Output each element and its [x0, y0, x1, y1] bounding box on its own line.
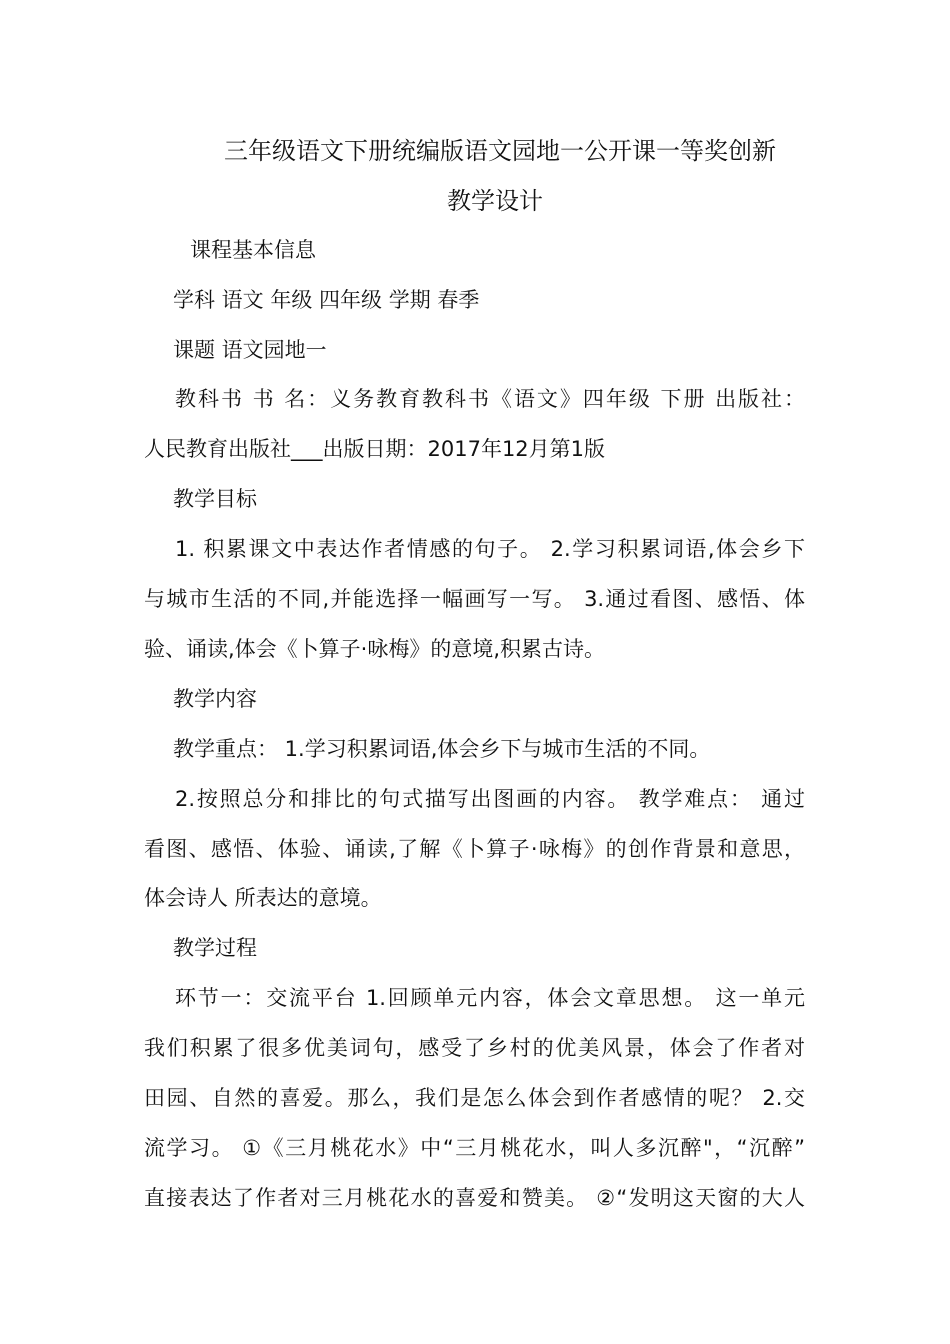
paragraph-line: 学科 语文 年级 四年级 学期 春季: [173, 288, 480, 312]
paragraph-line: 直接表达了作者对三月桃花水的喜爱和赞美。 ②“发明这天窗的大人: [144, 1186, 805, 1210]
paragraph-line: 环节一：交流平台 1.回顾单元内容，体会文章思想。 这一单元: [175, 986, 805, 1010]
section-heading-teaching-goals: 教学目标: [173, 487, 257, 511]
paragraph-line: 2.按照总分和排比的句式描写出图画的内容。 教学难点： 通过: [175, 787, 805, 811]
paragraph-line: 教科书 书 名：义务教育教科书《语文》四年级 下册 出版社：: [175, 387, 805, 411]
paragraph-line: 田园、自然的喜爱。那么，我们是怎么体会到作者感情的呢？ 2.交: [144, 1086, 805, 1110]
paragraph-line: 我们积累了很多优美词句，感受了乡村的优美风景，体会了作者对: [144, 1036, 805, 1060]
paragraph-line: 1. 积累课文中表达作者情感的句子。 2.学习积累词语,体会乡下: [175, 537, 805, 561]
paragraph-line: 看图、感悟、体验、诵读,了解《卜算子·咏梅》的创作背景和意思，: [144, 837, 805, 861]
paragraph-line: 验、诵读,体会《卜算子·咏梅》的意境,积累古诗。: [144, 637, 606, 661]
paragraph-line: 流学习。 ①《三月桃花水》中“三月桃花水，叫人多沉醉"，“沉醉”: [144, 1136, 805, 1160]
paragraph-line: 课题 语文园地一: [173, 338, 327, 362]
document-title-line-2: 教学设计: [447, 187, 543, 215]
paragraph-line: 与城市生活的不同,并能选择一幅画写一写。 3.通过看图、感悟、体: [144, 587, 805, 611]
paragraph-line: 教学重点： 1.学习积累词语,体会乡下与城市生活的不同。: [173, 737, 711, 761]
section-heading-teaching-content: 教学内容: [173, 687, 257, 711]
document-title-line-1: 三年级语文下册统编版语文园地一公开课一等奖创新: [224, 137, 776, 165]
paragraph-line: 体会诗人 所表达的意境。: [144, 886, 382, 910]
paragraph-line: 人民教育出版社___出版日期：2017年12月第1版: [144, 437, 606, 461]
section-heading-teaching-process: 教学过程: [173, 936, 257, 960]
section-heading-course-info: 课程基本信息: [190, 238, 316, 262]
